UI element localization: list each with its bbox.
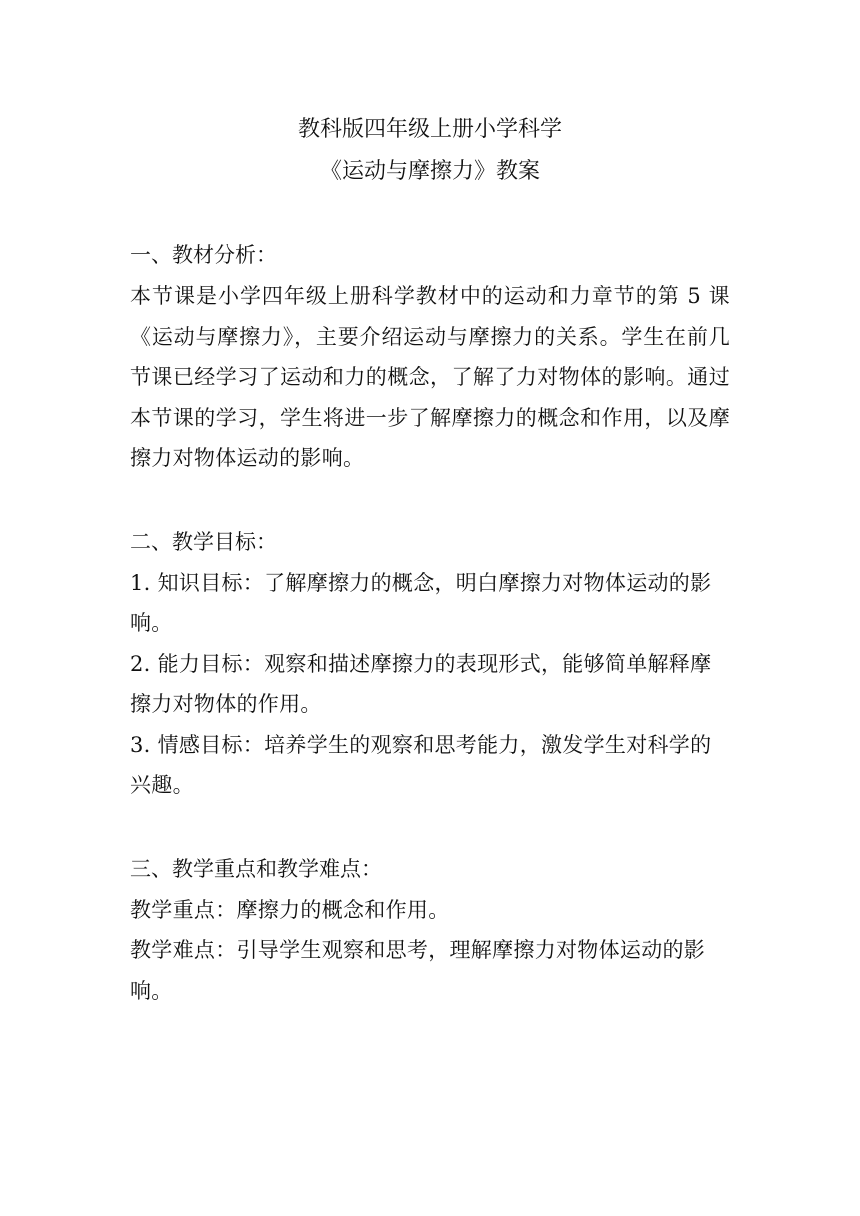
section-key-points bbox=[130, 848, 730, 1012]
document-title-line-1: 教科版四年级上册小学科学 bbox=[297, 117, 562, 142]
section-textbook-analysis bbox=[130, 234, 730, 479]
difficulty-item: 教学难点：引导学生观察和思考，理解摩擦力对物体运动的影响。 bbox=[130, 938, 706, 1003]
section-heading: 三、教学重点和教学难点： bbox=[130, 856, 382, 881]
objective-item: 2. 能力目标：观察和描述摩擦力的表现形式，能够简单解释摩擦力对物体的作用。 bbox=[130, 651, 712, 716]
section-heading: 二、教学目标： bbox=[130, 529, 277, 554]
objective-item: 1. 知识目标：了解摩擦力的概念，明白摩擦力对物体运动的影响。 bbox=[130, 570, 712, 635]
objective-item: 3. 情感目标：培养学生的观察和思考能力，激发学生对科学的兴趣。 bbox=[130, 732, 712, 797]
document-title-line-2: 《运动与摩擦力》教案 bbox=[319, 159, 540, 184]
section-paragraph: 本节课是小学四年级上册科学教材中的运动和力章节的第 5 课《运动与摩擦力》，主要介绍运动与摩擦力的关系。学生在前几节课已经学习了运动和力的概念，了解了力对物体的影响。通过本节课的学习，学生将进一步了解摩擦力的概念和作用，以及摩擦力对物体运动的影响。 bbox=[130, 284, 730, 470]
key-point-item: 教学重点：摩擦力的概念和作用。 bbox=[130, 897, 450, 922]
section-teaching-objectives bbox=[130, 521, 730, 806]
document-content bbox=[130, 110, 730, 1011]
section-heading: 一、教材分析： bbox=[130, 243, 277, 267]
